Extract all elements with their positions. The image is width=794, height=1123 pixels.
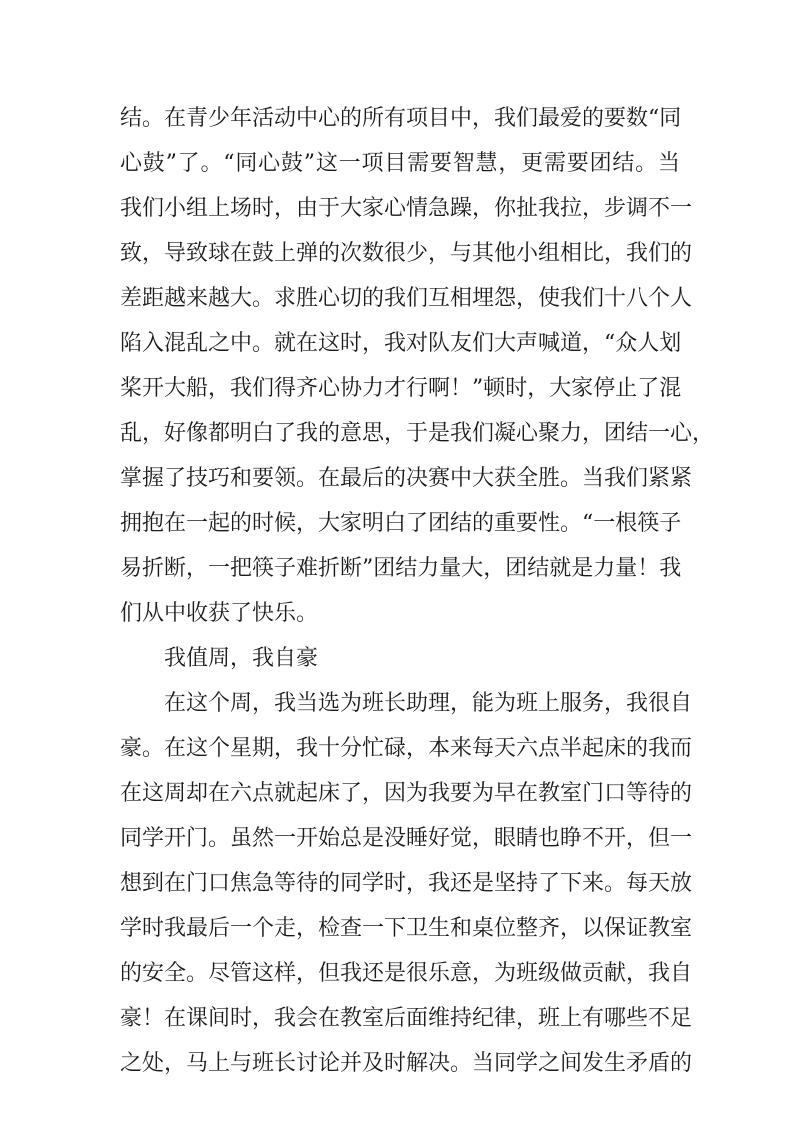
text-line: 致，导致球在鼓上弹的次数很少，与其他小组相比，我们的 xyxy=(120,241,693,266)
text-line: 之处，马上与班长讨论并及时解决。当同学之间发生矛盾的 xyxy=(120,1051,693,1076)
text-line: 想到在门口焦急等待的同学时，我还是坚持了下来。每天放 xyxy=(120,871,693,896)
text-line: 的安全。尽管这样，但我还是很乐意，为班级做贡献，我自 xyxy=(120,961,693,986)
text-line: 同学开门。虽然一开始总是没睡好觉，眼睛也睁不开，但一 xyxy=(120,826,693,851)
text-line: 结。在青少年活动中心的所有项目中，我们最爱的要数“同 xyxy=(120,106,682,131)
text-line: 掌握了技巧和要领。在最后的决赛中大获全胜。当我们紧紧 xyxy=(120,466,693,491)
text-line: 易折断，一把筷子难折断”团结力量大，团结就是力量！我 xyxy=(120,556,682,581)
text-line: 差距越来越大。求胜心切的我们互相埋怨，使我们十八个人 xyxy=(120,286,693,311)
text-line: 们从中收获了快乐。 xyxy=(120,601,319,626)
section-heading: 我值周，我自豪 xyxy=(164,646,319,671)
text-line: 拥抱在一起的时候，大家明白了团结的重要性。“一根筷子 xyxy=(120,511,682,536)
text-line: 在这个周，我当选为班长助理，能为班上服务，我很自 xyxy=(164,691,693,716)
text-line: 乱，好像都明白了我的意思，于是我们凝心聚力，团结一心， xyxy=(120,421,715,446)
text-line: 豪。在这个星期，我十分忙碌，本来每天六点半起床的我而 xyxy=(120,736,693,761)
text-line: 豪！在课间时，我会在教室后面维持纪律，班上有哪些不足 xyxy=(120,1006,693,1031)
text-line: 陷入混乱之中。就在这时，我对队友们大声喊道，“众人划 xyxy=(120,331,682,356)
text-line: 桨开大船，我们得齐心协力才行啊！”顿时，大家停止了混 xyxy=(120,376,682,401)
text-line: 我们小组上场时，由于大家心情急躁，你扯我拉，步调不一 xyxy=(120,196,693,221)
text-line: 学时我最后一个走，检查一下卫生和桌位整齐，以保证教室 xyxy=(120,916,693,941)
text-line: 在这周却在六点就起床了，因为我要为早在教室门口等待的 xyxy=(120,781,693,806)
text-line: 心鼓”了。“同心鼓”这一项目需要智慧，更需要团结。当 xyxy=(120,151,680,176)
